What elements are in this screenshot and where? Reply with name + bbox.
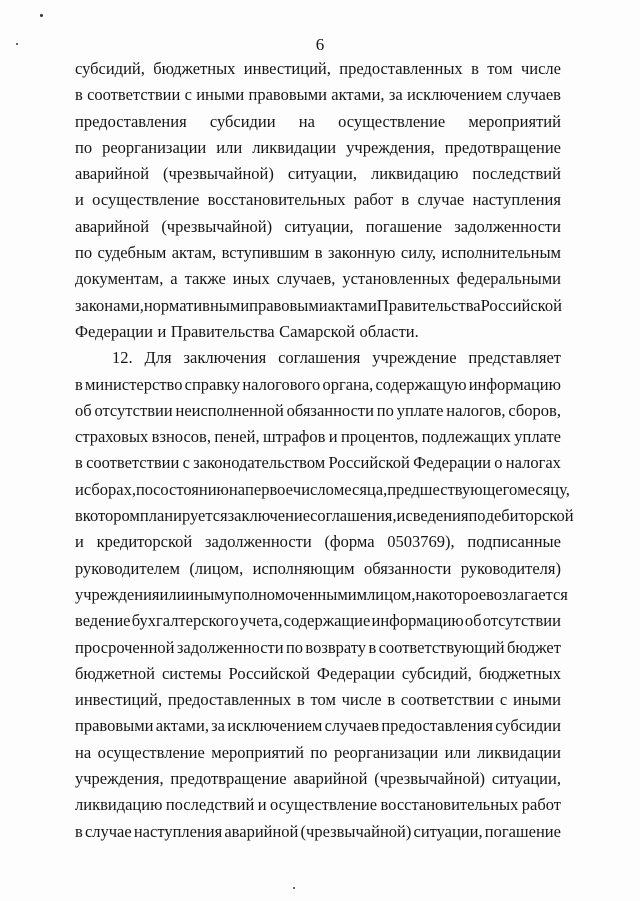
text-line: в случае наступления аварийной (чрезвычайной) ситуации, погашение [75,821,561,841]
text-line: в соответствии с законодательством Российской Федерации о налогах [75,453,561,473]
text-line: правовыми актами, за исключением случаев предоставления субсидии [75,716,561,736]
text-line: инвестиций, предоставленных в том числе в соответствии с иными [75,690,561,710]
text-line: и осуществление восстановительных работ в случае наступления [75,190,561,210]
scan-speck [40,14,43,17]
text-line: ведение бухгалтерского учета, содержащие информацию об отсутствии [75,611,561,631]
text-line: руководителем (лицом, исполняющим обязанности руководителя) [75,558,561,578]
text-line: страховых взносов, пеней, штрафов и процентов, подлежащих уплате [75,427,561,447]
text-line: учреждения, предотвращение аварийной (чрезвычайной) ситуации, [75,769,561,789]
text-line: в министерство справку налогового органа, содержащую информацию [75,374,561,394]
page-number: 6 [315,35,325,54]
text-line: на осуществление мероприятий по реорганизации или ликвидации [75,742,561,762]
text-line: 12. Для заключения соглашения учреждение представляет [112,348,561,368]
text-line: законами, нормативными правовыми актами Правительства Российской [75,295,562,315]
text-line: по реорганизации или ликвидации учреждения, предотвращение [75,137,561,157]
text-line: по судебным актам, вступившим в законную силу, исполнительным [75,243,561,263]
text-line: просроченной задолженности по возврату в соответствующий бюджет [75,637,561,657]
text-line: об отсутствии неисполненной обязанности по уплате налогов, сборов, [75,400,561,420]
body-text [75,56,574,845]
scan-speck [293,887,295,889]
text-line: бюджетной системы Российской Федерации субсидий, бюджетных [75,663,561,683]
text-line: предоставления субсидии на осуществление мероприятий [75,111,561,131]
text-line: аварийной (чрезвычайной) ситуации, погашение задолженности [75,216,561,236]
text-line: в соответствии с иными правовыми актами, за исключением случаев [75,85,561,105]
text-line: и кредиторской задолженности (форма 0503769), подписанные [75,532,561,552]
text-line: субсидий, бюджетных инвестиций, предоставленных в том числе [75,59,561,78]
text-line: учреждения или иным уполномоченным им лицом, на которое возлагается [75,584,568,604]
text-line: документам, а также иных случаев, установленных федеральными [75,269,561,289]
text-line: ликвидацию последствий и осуществление восстановительных работ [75,795,561,815]
text-line: в котором планируется заключение соглашения, и сведения по дебиторской [75,506,574,526]
text-line: аварийной (чрезвычайной) ситуации, ликвидацию последствий [75,164,561,184]
text-line: Федерации и Правительства Самарской области. [75,321,419,341]
text-line: и сборах, по состоянию на первое число месяца, предшествующего месяцу, [75,479,570,499]
